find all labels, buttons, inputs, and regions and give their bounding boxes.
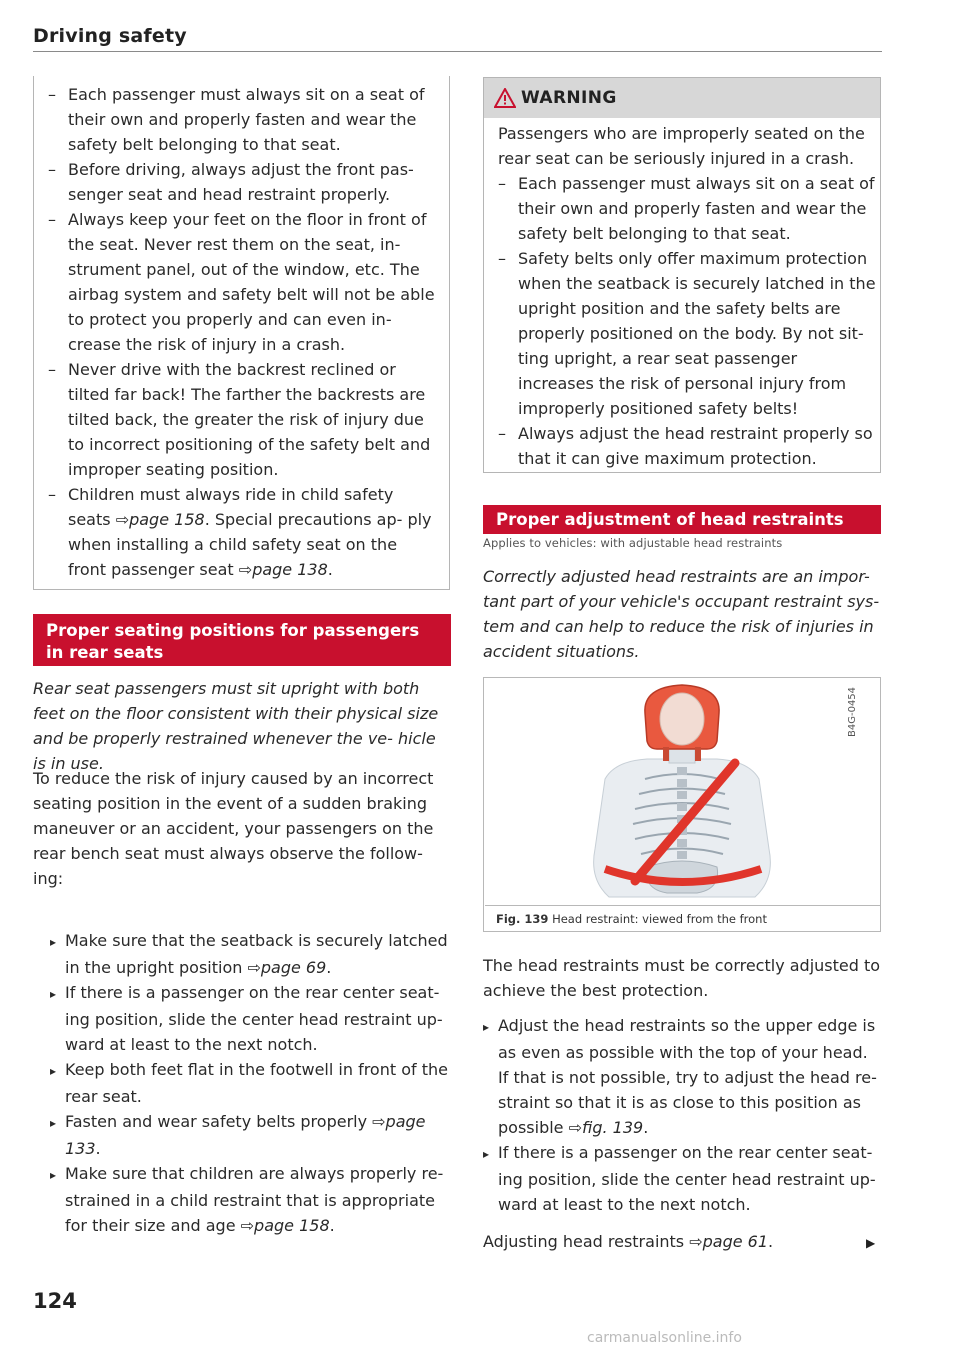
figure-caption: Fig. 139 Head restraint: viewed from the front: [496, 912, 767, 926]
figure-139: [483, 677, 881, 932]
body-paragraph: To reduce the risk of injury caused by an incorrect seating position in the event of a sudden braking maneuver or an accident, your passengers on the rear bench seat must always observe the follow- ing:: [33, 769, 434, 888]
list-item: ▸ Keep both feet flat in the footwell in front of the rear seat.: [50, 1057, 450, 1109]
section-heading-head-restraints: Proper adjustment of head restraints: [483, 505, 881, 534]
list-item: – Before driving, always adjust the front pas- senger seat and head restraint properly.: [48, 157, 440, 207]
applies-to-note: Applies to vehicles: with adjustable head restraints: [483, 536, 783, 550]
section-heading-rear-seats: Proper seating positions for passengers in rear seats: [33, 614, 451, 666]
page-number: 124: [33, 1289, 77, 1313]
page-reference-link[interactable]: ⇨page 133: [65, 1112, 426, 1158]
page-reference-link[interactable]: ⇨page 158: [115, 510, 205, 529]
list-item: – Children must always ride in child safety seats ⇨page 158. Special precautions ap- ply when installing a child safety seat on the front passenger seat ⇨page 138.: [48, 482, 440, 582]
list-item: – Always keep your feet on the floor in front of the seat. Never rest them on the seat, in- strument panel, out of the window, etc. The airbag system and safety belt will not be able to protect you properly and can even in- crease the risk of injury in a crash.: [48, 207, 440, 357]
head-instruction-list-wrap: [483, 1013, 881, 1217]
section-intro: Correctly adjusted head restraints are an impor- tant part of your vehicle's occupant restraint sys- tem and can help to reduce the risk of injuries in accident situations.: [483, 567, 880, 661]
header-divider: [33, 51, 882, 52]
list-item: – Each passenger must always sit on a seat of their own and properly fasten and wear the safety belt belonging to that seat.: [498, 171, 876, 246]
list-item: – Each passenger must always sit on a seat of their own and properly fasten and wear the safety belt belonging to that seat.: [48, 82, 440, 157]
figure-label: Fig. 139: [496, 912, 549, 926]
instruction-list-wrap: [50, 928, 450, 1238]
page-reference-link[interactable]: ⇨page 69: [247, 958, 327, 977]
warning-box: [483, 77, 881, 473]
site-watermark: carmanualsonline.info: [587, 1330, 742, 1346]
body-paragraph: The head restraints must be correctly adjusted to achieve the best protection.: [483, 956, 881, 1000]
figure-illustration: [485, 679, 881, 906]
warning-title: WARNING: [521, 88, 617, 108]
list-item: – Never drive with the backrest reclined or tilted far back! The farther the backrests are tilted back, the greater the risk of injury due to incorrect positioning of the safety belt and improper seating position.: [48, 357, 440, 482]
instruction-list: [50, 928, 450, 1238]
page-reference-link[interactable]: ⇨page 158: [240, 1216, 330, 1235]
list-item: ▸ Adjust the head restraints so the upper edge is as even as possible with the top of your head. If that is not possible, try to adjust the head re- straint so that it is as close to this position as possible ⇨fig. 139.: [483, 1013, 881, 1140]
instruction-list: [483, 1013, 881, 1217]
figure-id: B4G-0454: [847, 686, 858, 737]
list-item: – Safety belts only offer maximum protection when the seatback is securely latched in the upright position and the safety belts are properly positioned on the body. By not sit- ting upright, a rear seat passenger increases the risk of personal injury from improperly positioned safety belts!: [498, 246, 876, 421]
list-item: ▸ Make sure that the seatback is securely latched in the upright position ⇨page 69.: [50, 928, 450, 980]
page-reference-link[interactable]: ⇨page 61: [689, 1232, 769, 1251]
warning-triangle-icon: [494, 88, 516, 108]
list-item: ▸ If there is a passenger on the rear center seat- ing position, slide the center head restraint up- ward at least to the next notch.: [483, 1140, 881, 1217]
continued-warning-list: [48, 82, 440, 582]
head-restraint-illustration: [485, 679, 881, 905]
warning-list: [498, 171, 876, 471]
continue-arrow-icon: ▶: [866, 1236, 876, 1250]
list-item: – Always adjust the head restraint properly so that it can give maximum protection.: [498, 421, 876, 471]
page-reference-link[interactable]: ⇨page 138: [238, 560, 328, 579]
running-header: Driving safety: [33, 25, 187, 47]
list-item: ▸ Make sure that children are always properly re- strained in a child restraint that is appropriate for their size and age ⇨page 158.: [50, 1161, 450, 1238]
figure-reference-link[interactable]: ⇨fig. 139: [568, 1118, 644, 1137]
list-item: ▸ If there is a passenger on the rear center seat- ing position, slide the center head restraint up- ward at least to the next notch.: [50, 980, 450, 1057]
warning-header: [484, 78, 880, 118]
continued-warning-list-wrap: [48, 82, 440, 582]
list-item: ▸ Fasten and wear safety belts properly ⇨page 133.: [50, 1109, 450, 1161]
section-intro: Rear seat passengers must sit upright with both feet on the floor consistent with their physical size and be properly restrained whenever the ve- hicle is in use.: [33, 679, 439, 773]
warning-intro: Passengers who are improperly seated on the rear seat can be seriously injured in a crash.: [498, 124, 865, 168]
cross-reference-line: Adjusting head restraints ⇨page 61.: [483, 1232, 774, 1251]
